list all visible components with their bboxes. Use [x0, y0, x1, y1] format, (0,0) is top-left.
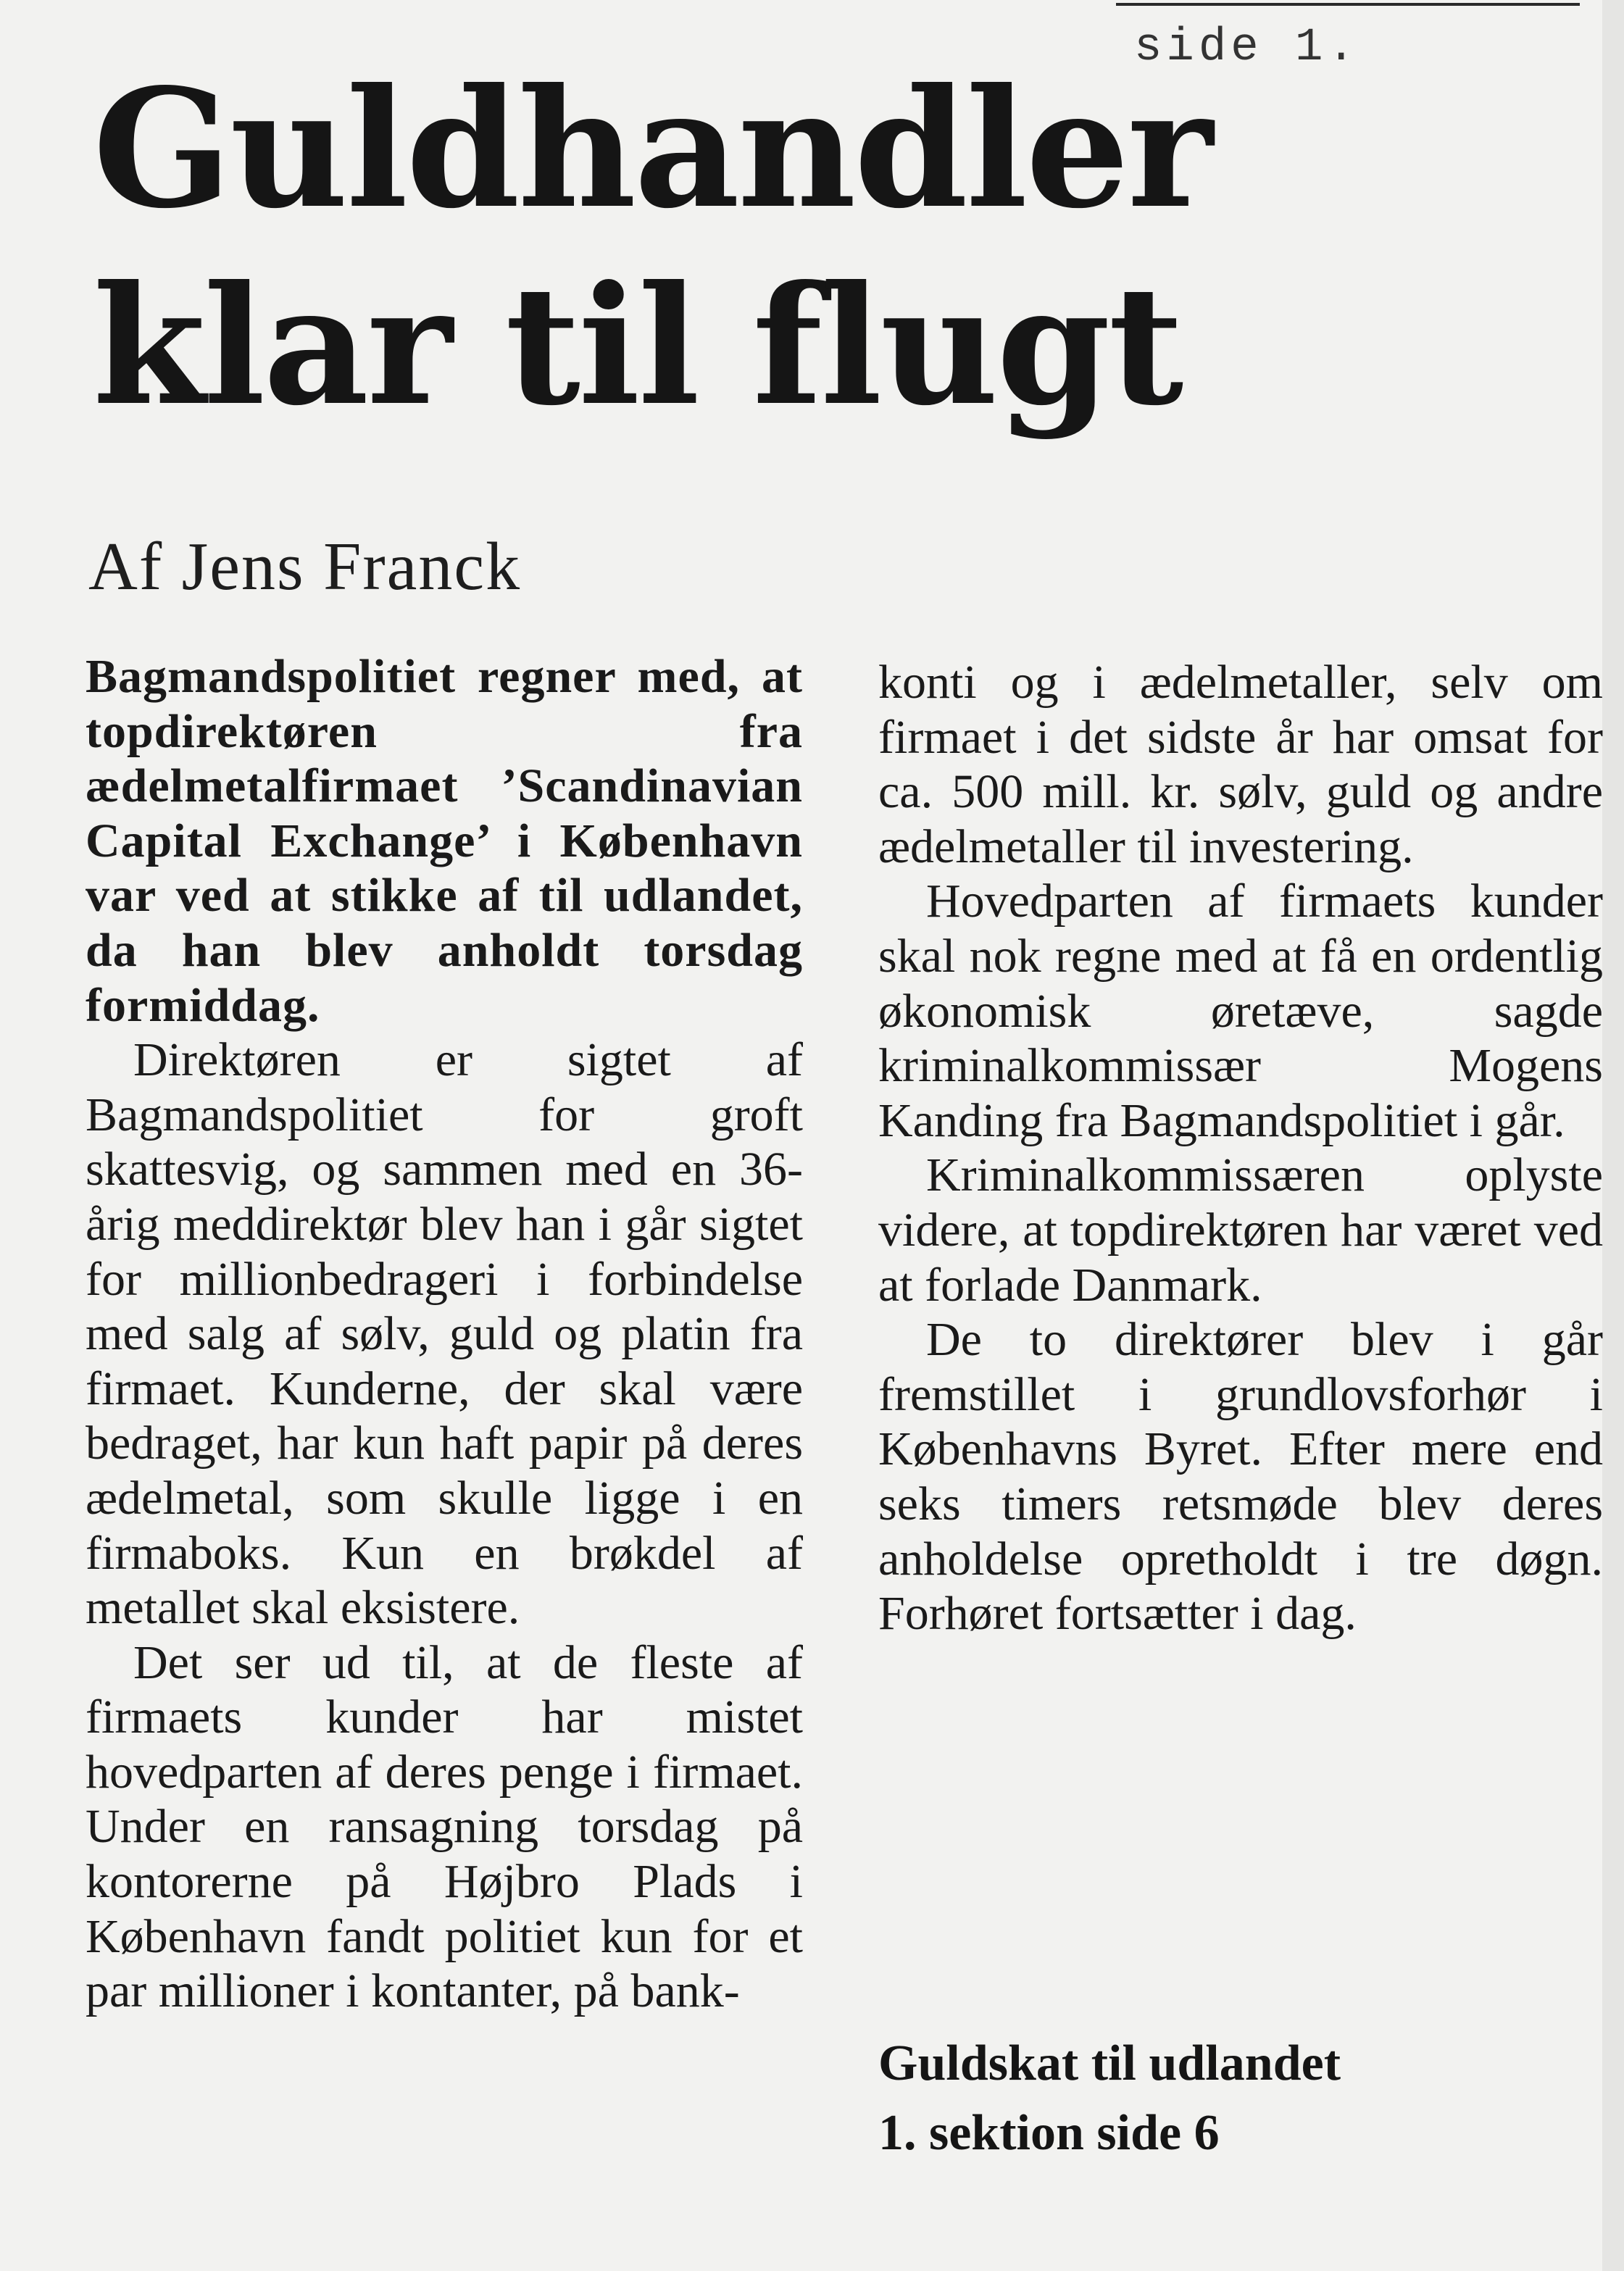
article-paragraph: De to direktører blev i går fremstillet i grundlovsforhør i Københavns Byret. Efter mere end seks timers retsmøde blev deres anholdelse opretholdt i tre døgn. Forhøret fortsætter i dag.	[878, 1313, 1603, 1641]
article-column-right	[878, 655, 1603, 1641]
top-rule	[1116, 3, 1580, 6]
headline-line-1: Guldhandler	[93, 54, 1211, 245]
page-edge-shade	[1602, 0, 1624, 2271]
article-paragraph: konti og i ædelmetaller, selv om firmaet i det sidste år har omsat for ca. 500 mill. kr. sølv, guld og andre ædelmetaller til investering.	[878, 656, 1603, 873]
byline: Af Jens Franck	[88, 529, 522, 604]
article-paragraph: Hovedparten af firmaets kunder skal nok regne med at få en ordentlig økonomisk øretæve, sagde kriminalkommissær Mogens Kanding fra Bagmandspolitiet i går.	[878, 875, 1603, 1147]
cross-reference	[878, 2029, 1341, 2168]
page-mark: side 1.	[1134, 22, 1359, 74]
article-paragraph: Det ser ud til, at de fleste af firmaets kunder har mistet hovedparten af deres penge i firmaet. Under en ransagning torsdag på kontorerne på Højbro Plads i København fandt politiet kun for et par millioner i kontanter, på bank-	[86, 1635, 803, 2018]
headline	[93, 51, 1211, 445]
cross-reference-title: Guldskat til udlandet	[878, 2035, 1341, 2091]
article-paragraph: Direktøren er sigtet af Bagmandspolitiet for groft skattesvig, og sammen med en 36-årig meddirektør blev han i går sigtet for millionbedrageri i forbindelse med salg af sølv, guld og platin fra firmaet. Kunderne, der skal være bedraget, har kun haft papir på deres ædelmetal, som skulle ligge i en firmaboks. Kun en brøkdel af metallet skal eksistere.	[86, 1033, 803, 1635]
cross-reference-location: 1. sektion side 6	[878, 2105, 1220, 2161]
headline-line-2: klar til flugt	[93, 251, 1182, 442]
article-lead: Bagmandspolitiet regner med, at topdirektøren fra ædelmetalfirmaet ’Scandinavian Capital Exchange’ i København var ved at stikke af til udlandet, da han blev anholdt torsdag formiddag.	[86, 650, 803, 1032]
article-column-left	[86, 649, 803, 2019]
article-paragraph: Kriminalkommissæren oplyste videre, at topdirektøren har været ved at forlade Danmark.	[878, 1149, 1603, 1312]
